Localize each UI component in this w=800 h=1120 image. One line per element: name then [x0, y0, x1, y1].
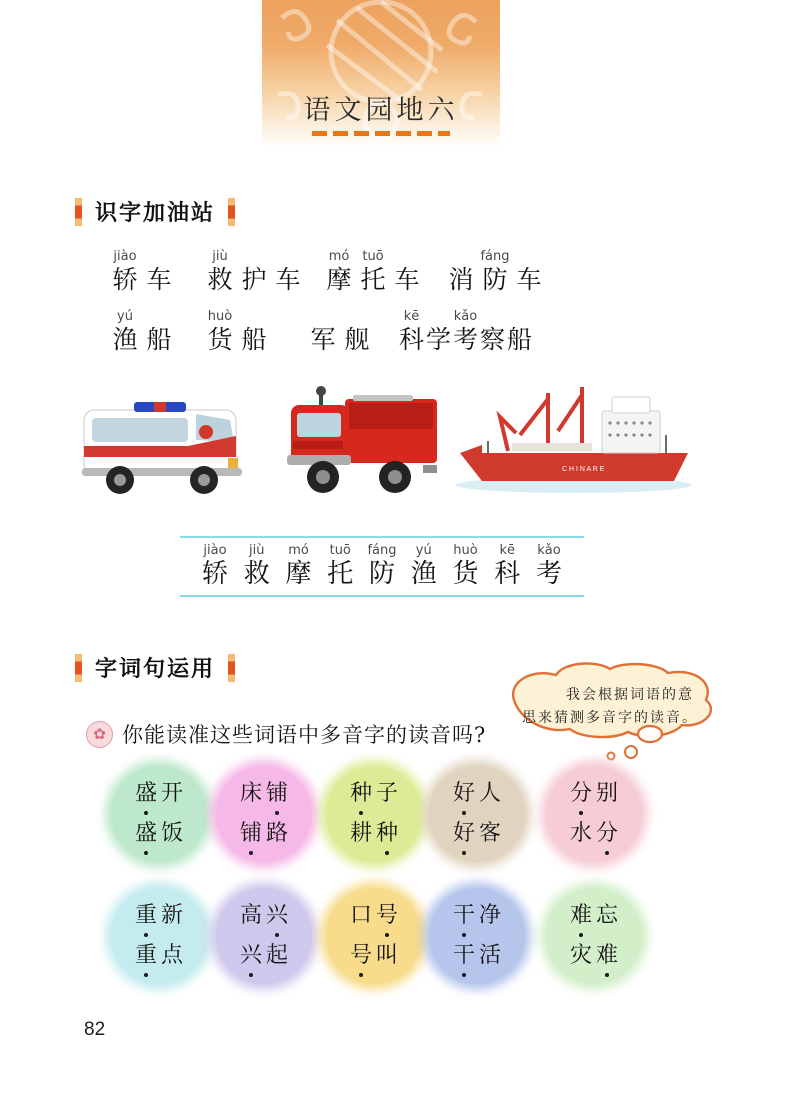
pinyin-label: yú — [415, 543, 432, 558]
section-title: 字词句运用 — [95, 656, 216, 681]
ruby-cell — [196, 542, 234, 589]
pinyin-label: tuō — [329, 543, 351, 558]
hanzi-char: 消 — [448, 265, 474, 294]
hanzi-char: 轿 — [201, 559, 228, 589]
polyphone-word — [568, 822, 620, 847]
polyphone-char: 忘 — [596, 902, 619, 928]
polyphone-char: 兴 — [239, 942, 262, 968]
accent-bar — [228, 654, 235, 682]
hanzi-char: 船 — [146, 325, 172, 354]
polyphone-word — [348, 944, 400, 969]
vocab-word — [444, 248, 546, 295]
accent-bar — [75, 198, 82, 226]
polyphone-char: 好 — [452, 780, 475, 806]
ruby-cell — [271, 248, 305, 295]
ruby-cell — [356, 248, 390, 295]
polyphone-circle — [216, 766, 312, 862]
hanzi-char: 察 — [479, 325, 505, 354]
hanzi-char: 科 — [494, 559, 521, 589]
section-title: 识字加油站 — [95, 200, 216, 225]
polyphone-char: 床 — [239, 780, 262, 806]
ruby-cell — [237, 308, 271, 355]
pinyin-label — [237, 248, 271, 265]
polyphone-char: 活 — [479, 942, 502, 968]
polyphone-word — [451, 944, 503, 969]
polyphone-char: 种 — [349, 780, 372, 806]
polyphone-char: 干 — [452, 902, 475, 928]
ruby-cell — [280, 542, 318, 589]
ruby-cell — [452, 308, 479, 355]
pinyin-label: mó — [288, 543, 309, 558]
polyphone-char: 水 — [569, 820, 592, 846]
pinyin-label: kǎo — [537, 543, 561, 558]
ruby-cell — [425, 308, 452, 355]
pinyin-label: mó — [328, 249, 350, 264]
polyphone-char: 高 — [239, 902, 262, 928]
title-underline — [312, 131, 450, 136]
ruby-cell — [142, 248, 176, 295]
pinyin-label: huò — [453, 543, 478, 558]
polyphone-char: 耕 — [349, 820, 372, 846]
polyphone-word — [451, 822, 503, 847]
pinyin-label: kē — [499, 543, 516, 558]
pinyin-label: jiào — [203, 543, 227, 558]
section-literacy-header — [75, 196, 235, 227]
polyphone-word — [568, 944, 620, 969]
polyphone-circle — [216, 888, 312, 984]
polyphone-char: 号 — [349, 942, 372, 968]
pinyin-label — [237, 308, 271, 325]
polyphone-char: 起 — [266, 942, 289, 968]
hanzi-char: 轿 — [112, 265, 138, 294]
pinyin-label — [306, 308, 340, 325]
hanzi-char: 学 — [425, 325, 451, 354]
ruby-cell — [203, 248, 237, 295]
polyphone-char: 难 — [569, 902, 592, 928]
polyphone-char: 难 — [596, 942, 619, 968]
polyphone-char: 好 — [452, 820, 475, 846]
svg-text:C H I N A R E: C H I N A R E — [562, 466, 605, 473]
polyphone-word — [133, 904, 185, 929]
hanzi-char: 防 — [482, 265, 508, 294]
polyphone-char: 分 — [596, 820, 619, 846]
hanzi-char: 防 — [368, 559, 395, 589]
hanzi-char: 托 — [360, 265, 386, 294]
polyphone-word — [451, 904, 503, 929]
polyphone-word — [348, 782, 400, 807]
pinyin-label: jiào — [113, 249, 137, 264]
vocab-word — [203, 308, 271, 355]
pinyin-label — [444, 248, 478, 265]
polyphone-word — [238, 822, 290, 847]
polyphone-char: 干 — [452, 942, 475, 968]
pinyin-label: jiù — [249, 543, 265, 558]
polyphone-char: 铺 — [239, 820, 262, 846]
pinyin-label — [512, 248, 546, 265]
polyphone-char: 盛 — [134, 780, 157, 806]
hanzi-char: 货 — [452, 559, 479, 589]
hanzi-char: 船 — [241, 325, 267, 354]
polyphone-word — [568, 904, 620, 929]
hanzi-char: 渔 — [410, 559, 437, 589]
polyphone-circle — [429, 766, 525, 862]
pinyin-review-box — [180, 536, 584, 597]
polyphone-word — [133, 944, 185, 969]
ruby-cell — [142, 308, 176, 355]
polyphone-circle — [546, 888, 642, 984]
ruby-cell — [322, 248, 356, 295]
hanzi-char: 舰 — [344, 325, 370, 354]
polyphone-word — [133, 782, 185, 807]
polyphone-word — [238, 944, 290, 969]
hanzi-char: 货 — [207, 325, 233, 354]
header-banner — [262, 0, 500, 148]
accent-bar — [75, 654, 82, 682]
pinyin-label: fáng — [480, 249, 510, 264]
vocab-row — [0, 248, 800, 304]
ruby-cell — [478, 248, 512, 295]
vocab-word — [398, 308, 533, 355]
hanzi-char: 摩 — [285, 559, 312, 589]
ruby-cell — [237, 248, 271, 295]
ruby-cell — [321, 542, 359, 589]
ruby-cell — [488, 542, 526, 589]
polyphone-char: 分 — [569, 780, 592, 806]
hanzi-char: 护 — [241, 265, 267, 294]
polyphone-char: 点 — [161, 942, 184, 968]
hanzi-char: 救 — [207, 265, 233, 294]
pinyin-label — [506, 308, 533, 325]
hanzi-char: 车 — [275, 265, 301, 294]
polyphone-circle — [326, 888, 422, 984]
ruby-cell — [390, 248, 424, 295]
polyphone-circle — [111, 766, 207, 862]
polyphone-char: 铺 — [266, 780, 289, 806]
ruby-cell — [363, 542, 401, 589]
polyphone-char: 净 — [479, 902, 502, 928]
research-ship-image — [452, 383, 696, 495]
ruby-cell — [444, 248, 478, 295]
hanzi-char: 车 — [394, 265, 420, 294]
polyphone-word — [133, 822, 185, 847]
polyphone-circle — [111, 888, 207, 984]
pinyin-label: kē — [403, 309, 420, 324]
polyphone-circle — [326, 766, 422, 862]
ruby-cell — [506, 308, 533, 355]
polyphone-char: 开 — [161, 780, 184, 806]
polyphone-word — [568, 782, 620, 807]
hanzi-char: 摩 — [326, 265, 352, 294]
ruby-cell — [530, 542, 568, 589]
vocab-word — [322, 248, 424, 295]
ruby-cell — [203, 308, 237, 355]
hanzi-char: 救 — [243, 559, 270, 589]
polyphone-char: 客 — [479, 820, 502, 846]
polyphone-word — [348, 904, 400, 929]
hanzi-char: 车 — [516, 265, 542, 294]
hanzi-char: 军 — [310, 325, 336, 354]
accent-bar — [228, 198, 235, 226]
polyphone-circle — [429, 888, 525, 984]
page-number: 82 — [84, 1019, 106, 1040]
polyphone-char: 人 — [479, 780, 502, 806]
pinyin-label — [271, 248, 305, 265]
polyphone-row — [0, 766, 800, 866]
thought-bubble-text: 我会根据词语的意思来猜测多音字的读音。 — [522, 687, 698, 726]
pinyin-label — [425, 308, 452, 325]
hanzi-char: 渔 — [112, 325, 138, 354]
polyphone-char: 子 — [376, 780, 399, 806]
section-usage-header — [75, 652, 235, 683]
polyphone-word — [348, 822, 400, 847]
vocab-word — [108, 248, 176, 295]
pinyin-label: jiù — [212, 249, 228, 264]
pinyin-label — [390, 248, 424, 265]
ruby-cell — [447, 542, 485, 589]
polyphone-char: 盛 — [134, 820, 157, 846]
polyphone-char: 号 — [376, 902, 399, 928]
polyphone-word — [451, 782, 503, 807]
fire-truck-image — [283, 377, 441, 502]
seal-icon: ✿ — [86, 721, 113, 748]
hanzi-char: 船 — [506, 325, 532, 354]
polyphone-char: 口 — [349, 902, 372, 928]
ruby-cell — [405, 542, 443, 589]
polyphone-char: 别 — [596, 780, 619, 806]
vocab-word — [108, 308, 176, 355]
vocab-word — [203, 248, 305, 295]
ruby-cell — [306, 308, 340, 355]
pinyin-label: yú — [117, 309, 133, 324]
vocab-row — [0, 308, 800, 364]
polyphone-word — [238, 782, 290, 807]
pinyin-label — [479, 308, 506, 325]
hanzi-char: 考 — [535, 559, 562, 589]
polyphone-char: 灾 — [569, 942, 592, 968]
polyphone-char: 兴 — [266, 902, 289, 928]
polyphone-char: 新 — [161, 902, 184, 928]
polyphone-char: 路 — [266, 820, 289, 846]
ambulance-image — [78, 384, 258, 502]
pinyin-label: fáng — [367, 543, 397, 558]
hanzi-char: 车 — [146, 265, 172, 294]
pinyin-label — [142, 248, 176, 265]
ruby-cell — [398, 308, 425, 355]
ruby-cell — [479, 308, 506, 355]
ruby-cell — [108, 308, 142, 355]
pinyin-label: kǎo — [453, 309, 478, 324]
thought-bubble — [500, 660, 725, 770]
polyphone-circle — [546, 766, 642, 862]
ruby-cell — [512, 248, 546, 295]
hanzi-char: 考 — [452, 325, 478, 354]
polyphone-char: 叫 — [376, 942, 399, 968]
pinyin-label — [340, 308, 374, 325]
pinyin-label: huò — [207, 309, 233, 324]
ruby-cell — [238, 542, 276, 589]
polyphone-row — [0, 888, 800, 988]
polyphone-word — [238, 904, 290, 929]
question-line — [86, 719, 486, 749]
pinyin-label — [142, 308, 176, 325]
ruby-cell — [340, 308, 374, 355]
polyphone-char: 种 — [376, 820, 399, 846]
polyphone-char: 饭 — [161, 820, 184, 846]
page-title: 语文园地六 — [303, 95, 459, 126]
pinyin-label: tuō — [362, 249, 384, 264]
hanzi-char: 科 — [398, 325, 424, 354]
ruby-cell — [108, 248, 142, 295]
question-text: 你能读准这些词语中多音字的读音吗? — [122, 723, 487, 747]
polyphone-char: 重 — [134, 942, 157, 968]
polyphone-char: 重 — [134, 902, 157, 928]
hanzi-char: 托 — [327, 559, 354, 589]
vocab-word — [306, 308, 374, 355]
